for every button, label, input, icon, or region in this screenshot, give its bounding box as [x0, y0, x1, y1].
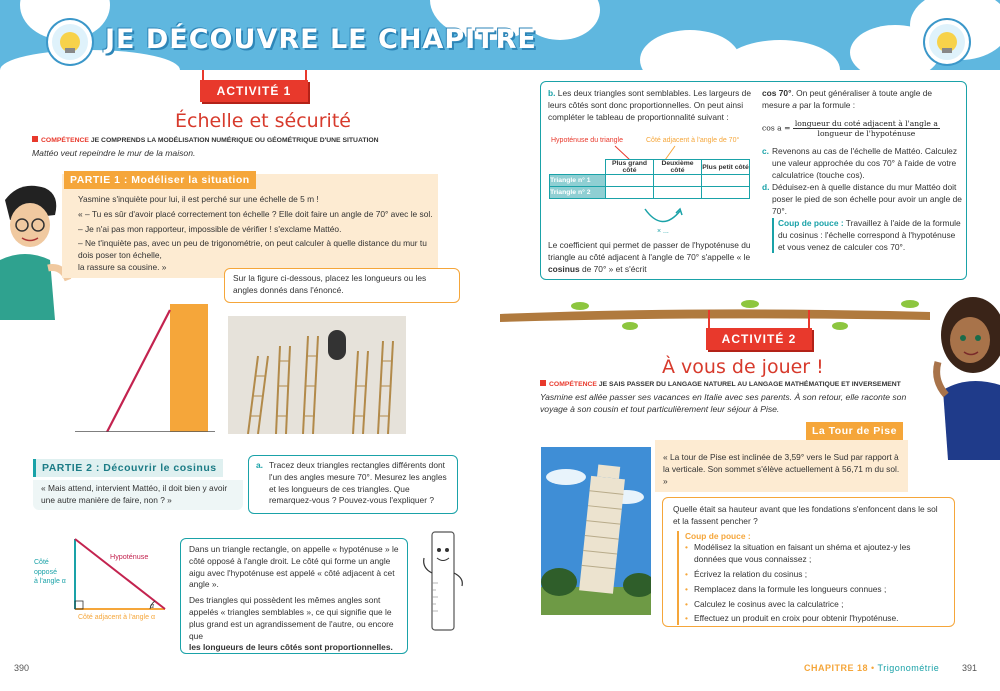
question-b-text: Les deux triangles sont semblables. Les largeurs de leurs côtés sont donc proportionnelles. On peut ainsi compléter le tableau de proportionnalité suivant : — [548, 88, 751, 122]
table-row-label-2: Triangle n° 2 — [550, 187, 606, 199]
cos70-bold: cos 70° — [762, 88, 792, 98]
label-adjacent: Côté adjacent à l'angle de 70° — [646, 137, 740, 144]
formula-denominator: longueur de l'hypoténuse — [817, 129, 916, 138]
left-page-number: 390 — [14, 663, 30, 673]
chapter-badge-left — [48, 20, 92, 64]
triangle-opp-line2: opposé — [34, 568, 57, 576]
coef-end: de 70° » et s'écrit — [581, 263, 647, 274]
table-cell[interactable] — [702, 187, 750, 199]
table-cell[interactable] — [606, 175, 654, 187]
activity-1-intro: Mattéo veut repeindre le mur de la maison. — [32, 148, 196, 158]
coef-text: Le coefficient qui permet de passer de l'hypoténuse du triangle au côté adjacent à l'angle de 70° s'appelle « le — [548, 240, 751, 262]
hint-item: • Écrivez la relation du cosinus ; — [685, 569, 944, 581]
cosinus-formula — [762, 119, 940, 138]
triangle-alpha-label: α — [150, 603, 154, 610]
times-label: × ... — [657, 228, 669, 235]
pise-question-box — [662, 497, 955, 627]
table-row-label-1: Triangle n° 1 — [550, 175, 606, 187]
partie-1-text — [78, 194, 433, 274]
partie-2-quote: « Mais attend, intervient Mattéo, il doit bien y avoir une autre manière de faire, non ? » — [33, 480, 243, 510]
question-b — [548, 88, 753, 123]
coef-bold: cosinus — [548, 263, 580, 274]
pise-tag: La Tour de Pise — [806, 422, 903, 440]
competence-text: JE COMPRENDS LA MODÉLISATION NUMÉRIQUE OU GÉOMÉTRIQUE D'UNE SITUATION — [90, 137, 379, 144]
table-header-2: Deuxième côté — [654, 160, 702, 175]
competence-line — [32, 136, 472, 144]
chapter-footer — [804, 663, 939, 673]
competence-text-2: JE SAIS PASSER DU LANGAGE NATUREL AU LANGAGE MATHÉMATIQUE ET INVERSEMENT — [598, 381, 901, 388]
coup-label-1: Coup de pouce : — [778, 218, 844, 228]
chapter-bullet: • — [871, 663, 875, 673]
question-c-text: Revenons au cas de l'échelle de Mattéo. Calculez une valeur approchée du cos 70° à l'aide de votre calculatrice (touche cos). — [772, 146, 958, 180]
curved-arrow-icon — [640, 205, 690, 229]
ladders-photo — [228, 316, 406, 434]
question-a-text: Tracez deux triangles rectangles différents dont l'un des angles mesure 70°. Mesurez les angles et les longueurs de ces triangles. Que remarquez-vous ? Pouvez-vous l'expliquer ? — [269, 460, 447, 506]
pise-text: « La tour de Pise est inclinée de 3,59° vers le Sud par rapport à la verticale. Son sommet s'élève actuellement à 56,71 m du sol. » — [663, 452, 900, 486]
competence-label: COMPÉTENCE — [41, 137, 89, 144]
activity-tag-string — [708, 310, 710, 330]
triangle-opp-line3: à l'angle α — [34, 578, 66, 585]
definition-text-1: Dans un triangle rectangle, on appelle « hypoténuse » le côté opposé à l'angle droit. Le côté qui forme un angle aigu avec l'hypoténuse est appelé « côté adjacent à cet angle ». — [189, 544, 399, 590]
question-c — [762, 146, 962, 181]
girl-character-illustration — [928, 290, 1000, 460]
cosinus-definition — [548, 240, 758, 275]
question-a-box — [248, 455, 458, 514]
question-d-text: Déduisez-en à quelle distance du mur Mattéo doit poser le pied de son échelle pour avoir un angle de 70°. — [772, 182, 962, 216]
chapter-name: Trigonométrie — [877, 663, 940, 673]
definition-text-3: les longueurs de leurs côtés sont proportionnelles. — [189, 642, 393, 653]
partie-1-p3: – Je n'ai pas mon rapporteur, impossible de vérifier ! s'exclame Mattéo. — [78, 223, 342, 234]
window-shape — [328, 330, 346, 360]
coup-de-pouce-1 — [772, 218, 962, 253]
formula-lhs: cos a = — [762, 123, 791, 133]
activity-1-tag: ACTIVITÉ 1 — [200, 80, 308, 102]
pise-question: Quelle était sa hauteur avant que les fondations s'enfoncent dans le sol et la fassent pencher ? — [673, 504, 938, 526]
chapter-label: CHAPITRE 18 — [804, 663, 869, 673]
partie-1-question-box: Sur la figure ci-dessous, placez les longueurs ou les angles donnés dans l'énoncé. — [224, 268, 460, 303]
activity-tag-string — [808, 310, 810, 330]
triangle-opp-label — [34, 558, 66, 587]
table-cell[interactable] — [606, 187, 654, 199]
gen-a: a — [792, 99, 797, 110]
triangle-hyp-label: Hypoténuse — [110, 552, 149, 561]
question-d — [762, 182, 962, 217]
table-cell[interactable] — [654, 175, 702, 187]
ladder-wall-figure — [75, 300, 215, 432]
activity-2-tag: ACTIVITÉ 2 — [706, 328, 812, 350]
hint-item: • Calculez le cosinus avec la calculatrice ; — [685, 599, 944, 611]
hint-item: • Remplacez dans la formule les longueurs connues ; — [685, 584, 944, 596]
right-page-number: 391 — [962, 663, 978, 673]
coup-label-2: Coup de pouce : — [685, 530, 751, 541]
generalisation-text — [762, 88, 962, 112]
page-title: JE DÉCOUVRE LE CHAPITRE — [105, 24, 537, 55]
proportionality-table — [549, 159, 750, 199]
competence-label-2: COMPÉTENCE — [549, 381, 597, 388]
lightbulb-icon — [52, 24, 88, 60]
right-triangle-figure — [70, 535, 170, 613]
wall-rect — [170, 304, 208, 432]
table-cell[interactable] — [702, 175, 750, 187]
partie-1-p4: – Ne t'inquiète pas, avec un peu de trigonométrie, on peut calculer à quelle distance du mur tu dois poser ton échelle, — [78, 238, 427, 261]
table-header-1: Plus grand côté — [606, 160, 654, 175]
ladder-line — [107, 310, 170, 432]
hint-item: • Modélisez la situation en faisant un shéma et ajoutez-y les données que vous connaissez ; — [685, 542, 944, 566]
ruler-mascot-illustration — [418, 528, 468, 636]
question-c-label: c. — [762, 146, 769, 156]
activity-1-title: Échelle et sécurité — [175, 110, 351, 132]
activity-2-intro: Yasmine est allée passer ses vacances en Italie avec ses parents. À son retour, elle raconte son voyage à son cousin et tout particulièrement leur séjour à Pise. — [540, 392, 907, 414]
lightbulb-icon — [929, 24, 965, 60]
partie-1-tag: PARTIE 1 : Modéliser la situation — [64, 171, 256, 189]
partie-1-p5: la rassure sa cousine. » — [78, 261, 167, 272]
partie-1-p1: Yasmine s'inquiète pour lui, il est perché sur une échelle de 5 m ! — [78, 194, 319, 204]
gen-text: . On peut généraliser à toute angle de mesure — [762, 88, 933, 110]
question-b-label: b. — [548, 88, 556, 98]
hint-item: • Effectuez un produit en croix pour obtenir l'hypoténuse. — [685, 613, 944, 625]
formula-numerator: longueur du coté adjacent à l'angle a — [794, 119, 938, 128]
question-a-label: a. — [256, 460, 263, 470]
partie-2-tag: PARTIE 2 : Découvrir le cosinus — [33, 459, 223, 477]
definition-box — [180, 538, 408, 654]
partie-1-p2: « – Tu es sûr d'avoir placé correctement ton échelle ? Elle doit faire un angle de 70° avec le sol. — [78, 208, 433, 219]
hint-list — [685, 542, 944, 625]
activity-2-title: À vous de jouer ! — [662, 356, 824, 378]
triangle-opp-line1: Côté — [34, 559, 49, 566]
label-hypotenuse: Hypoténuse du triangle — [551, 137, 623, 144]
chapter-badge-right — [925, 20, 969, 64]
coup-text-1: Travaillez à l'aide de la formule du cosinus : l'échelle correspond à l'hypoténuse et vous venez de calculer cos 70°. — [778, 218, 961, 252]
triangle-adj-label: Côté adjacent à l'angle α — [78, 614, 155, 621]
gen-end: par la formule : — [799, 99, 856, 110]
competence-line-2 — [540, 380, 940, 388]
definition-text-2: Des triangles qui possèdent les mêmes angles sont appelés « triangles semblables », ce qui signifie que le plus grand est un agrandissement de l'autre, ou encore que — [189, 595, 394, 641]
table-cell[interactable] — [654, 187, 702, 199]
pisa-tower-photo — [541, 447, 651, 615]
table-header-3: Plus petit côté — [702, 160, 750, 175]
question-d-label: d. — [762, 182, 770, 192]
